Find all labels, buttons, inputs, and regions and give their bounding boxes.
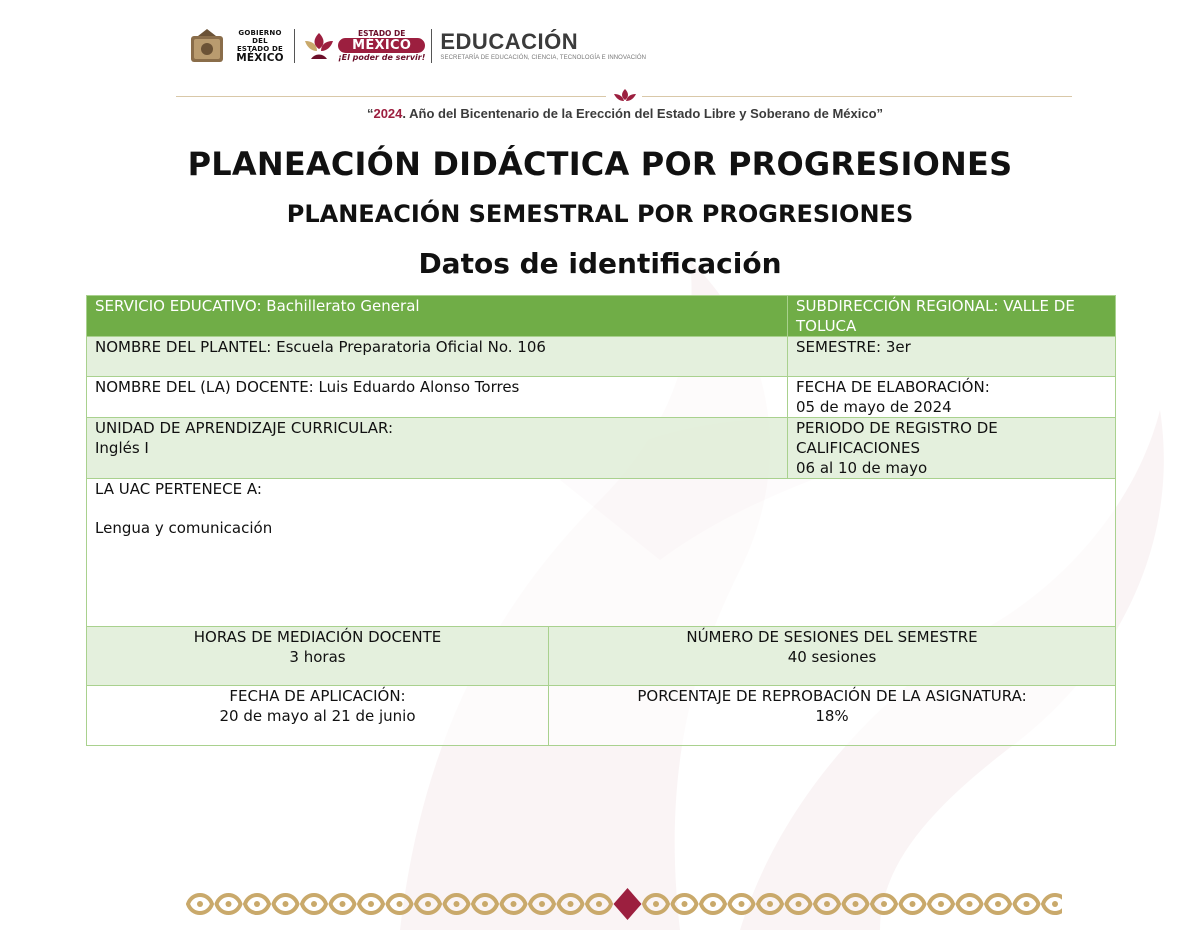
- footer-motif-dot: [1024, 901, 1030, 907]
- edomex-flower-icon: [303, 31, 335, 61]
- footer-motif-dot: [967, 901, 973, 907]
- footer-motif-dot: [283, 901, 289, 907]
- motto: “2024. Año del Bicentenario de la Erección del Estado Libre y Soberano de México”: [366, 106, 884, 121]
- footer-motif-dot: [767, 901, 773, 907]
- semestre-cell: SEMESTRE: 3er: [788, 337, 1116, 377]
- table-row: [87, 377, 1116, 418]
- periodo-cell: PERIODO DE REGISTRO DE CALIFICACIONES 06 al 10 de mayo: [788, 418, 1116, 479]
- table-row: [87, 337, 1116, 377]
- header-logos: [188, 26, 646, 66]
- footer-motif-dot: [197, 901, 203, 907]
- footer-motif-dot: [511, 901, 517, 907]
- logo-divider: [431, 29, 432, 63]
- identification-table: [86, 295, 1116, 746]
- header-rule-left: [176, 96, 606, 97]
- footer-motif-dot: [226, 901, 232, 907]
- fecha-elaboracion-cell: FECHA DE ELABORACIÓN: 05 de mayo de 2024: [788, 377, 1116, 418]
- edomex-logo: ESTADO DE MÉXICO ¡El poder de servir!: [303, 30, 425, 63]
- footer-motif-dot: [824, 901, 830, 907]
- footer-motif-dot: [425, 901, 431, 907]
- educacion-wordmark: EDUCACIÓN SECRETARÍA DE EDUCACIÓN, CIENCIA, TECNOLOGÍA E INNOVACIÓN: [440, 29, 647, 61]
- horas-mediacion-cell: HORAS DE MEDIACIÓN DOCENTE 3 horas: [87, 627, 549, 686]
- page-title: PLANEACIÓN DIDÁCTICA POR PROGRESIONES: [187, 145, 1013, 183]
- footer-motif-dot: [397, 901, 403, 907]
- docente-cell: NOMBRE DEL (LA) DOCENTE: Luis Eduardo Alonso Torres: [87, 377, 788, 418]
- footer-motif-dot: [1052, 901, 1058, 907]
- footer-motif-dot: [254, 901, 260, 907]
- gobierno-wordmark: GOBIERNO DEL ESTADO DE MÉXICO: [236, 28, 284, 64]
- flower-icon: [612, 88, 638, 106]
- footer-motif-dot: [796, 901, 802, 907]
- footer-motif-dot: [482, 901, 488, 907]
- footer-motif-dot: [568, 901, 574, 907]
- footer-motif-dot: [710, 901, 716, 907]
- footer-motif-dot: [938, 901, 944, 907]
- footer-motif-dot: [853, 901, 859, 907]
- footer-motif-dot: [311, 901, 317, 907]
- servicio-educativo-cell: SERVICIO EDUCATIVO: Bachillerato General: [87, 296, 788, 337]
- section-title: Datos de identificación: [418, 247, 782, 280]
- footer-motif-dot: [881, 901, 887, 907]
- page-subtitle: PLANEACIÓN SEMESTRAL POR PROGRESIONES: [286, 200, 914, 228]
- footer-motif-dot: [739, 901, 745, 907]
- footer-motif-dot: [539, 901, 545, 907]
- subdireccion-cell: SUBDIRECCIÓN REGIONAL: VALLE DE TOLUCA: [788, 296, 1116, 337]
- header-rule-right: [642, 96, 1072, 97]
- plantel-cell: NOMBRE DEL PLANTEL: Escuela Preparatoria Oficial No. 106: [87, 337, 788, 377]
- table-row: [87, 479, 1116, 627]
- table-row: [87, 686, 1116, 746]
- table-row: [87, 627, 1116, 686]
- footer-motif-dot: [596, 901, 602, 907]
- footer-motif-dot: [910, 901, 916, 907]
- footer-motif-dot: [682, 901, 688, 907]
- uac-cell: UNIDAD DE APRENDIZAJE CURRICULAR: Inglés I: [87, 418, 788, 479]
- fecha-aplicacion-cell: FECHA DE APLICACIÓN: 20 de mayo al 21 de junio: [87, 686, 549, 746]
- footer-motif-dot: [368, 901, 374, 907]
- state-seal-icon: [188, 28, 226, 64]
- numero-sesiones-cell: NÚMERO DE SESIONES DEL SEMESTRE 40 sesiones: [549, 627, 1116, 686]
- footer-ornament-band: [186, 886, 1062, 922]
- footer-motif-dot: [340, 901, 346, 907]
- table-row: [87, 296, 1116, 337]
- uac-pertenece-cell: LA UAC PERTENECE A: Lengua y comunicación: [87, 479, 1116, 627]
- footer-motif-dot: [653, 901, 659, 907]
- footer-motif-dot: [454, 901, 460, 907]
- footer-center-diamond: [614, 888, 642, 920]
- footer-motif-dot: [995, 901, 1001, 907]
- porcentaje-reprobacion-cell: PORCENTAJE DE REPROBACIÓN DE LA ASIGNATURA: 18%: [549, 686, 1116, 746]
- logo-divider: [294, 29, 295, 63]
- table-row: [87, 418, 1116, 479]
